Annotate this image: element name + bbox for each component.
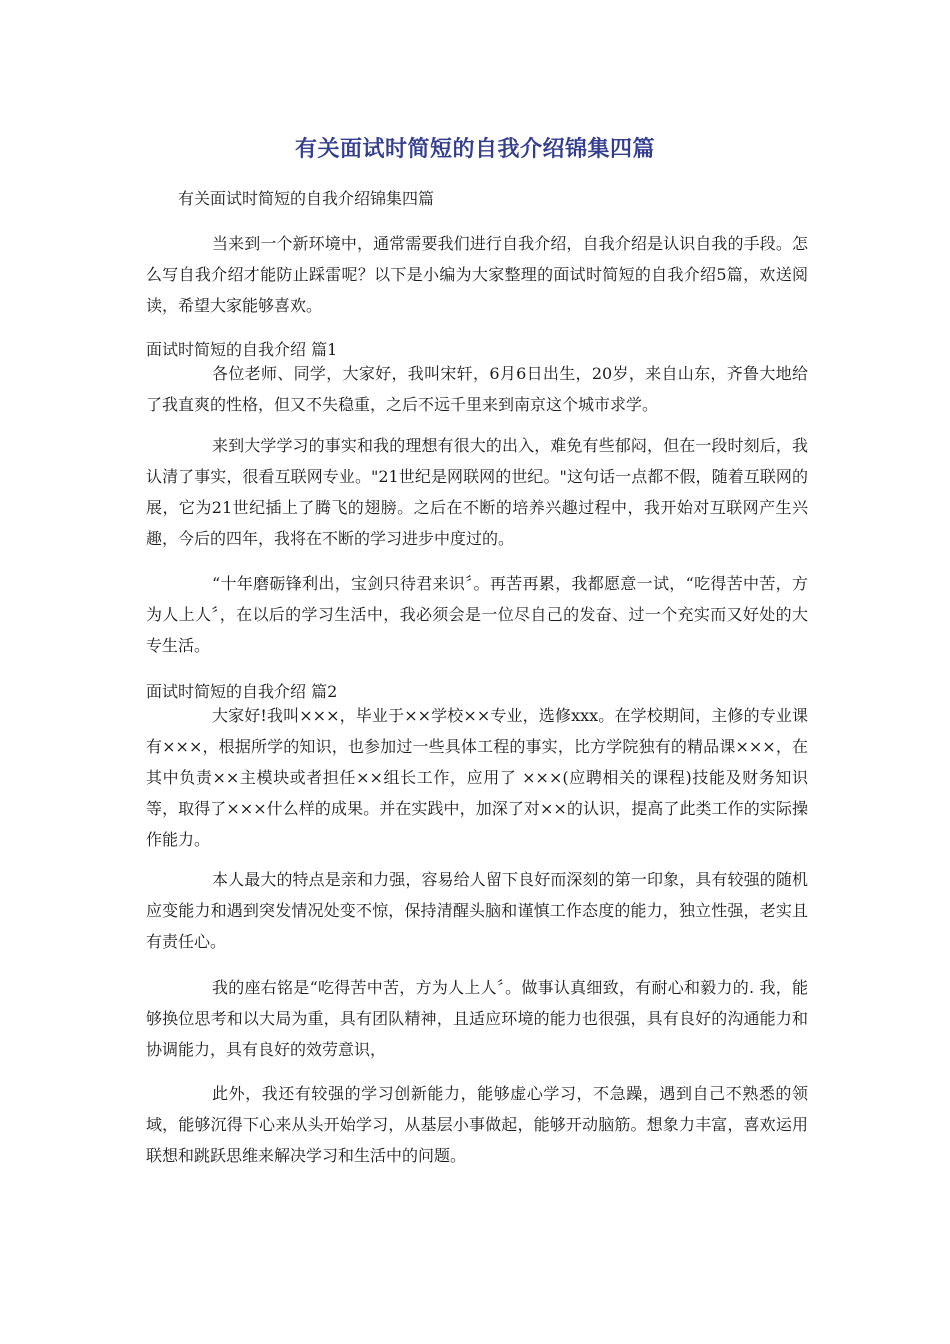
section-1-paragraph-3 [146, 568, 808, 661]
document-subtitle: 有关面试时简短的自我介绍锦集四篇 [178, 189, 435, 208]
paragraph: 此外，我还有较强的学习创新能力，能够虚心学习，不急躁，遇到自己不熟悉的领域，能够沉得下心来从头开始学习，从基层小事做起，能够开动脑筋。想象力丰富，喜欢运用联想和跳跃思维来解决学习和生活中的问题。 [146, 1084, 808, 1165]
intro-paragraph: 当来到一个新环境中，通常需要我们进行自我介绍，自我介绍是认识自我的手段。怎么写自我介绍才能防止踩雷呢？以下是小编为大家整理的面试时简短的自我介绍5篇，欢送阅读，希望大家能够喜欢。 [146, 234, 808, 315]
paragraph: 各位老师、同学，大家好，我叫宋轩，6月6日出生，20岁，来自山东，齐鲁大地给了我直爽的性格，但又不失稳重，之后不远千里来到南京这个城市求学。 [146, 364, 808, 414]
section-heading: 面试时简短的自我介绍 篇1 [146, 340, 338, 359]
section-1-paragraph-2 [146, 430, 808, 554]
paragraph: 本人最大的特点是亲和力强，容易给人留下良好而深刻的第一印象，具有较强的随机应变能力和遇到突发情况处变不惊，保持清醒头脑和谨慎工作态度的能力，独立性强，老实且有责任心。 [146, 870, 808, 951]
intro-block [146, 228, 808, 321]
paragraph: 我的座右铭是“吃得苦中苦，方为人上人〞。做事认真细致，有耐心和毅力的. 我，能够换位思考和以大局为重，具有团队精神，且适应环境的能力也很强，具有良好的沟通能力和协调能力，具有良好的效劳意识， [146, 978, 808, 1059]
section-2-paragraph-3 [146, 972, 808, 1065]
paragraph: 大家好!我叫×××，毕业于××学校××专业，选修xxx。在学校期间，主修的专业课有×××，根据所学的知识，也参加过一些具体工程的事实，比方学院独有的精品课×××，在其中负责××主模块或者担任××组长工作，应用了 ×××(应聘相关的课程)技能及财务知识等，取得了×××什么样的成果。并在实践中，加深了对××的认识，提高了此类工作的实际操作能力。 [146, 706, 808, 849]
paragraph: 来到大学学习的事实和我的理想有很大的出入，难免有些郁闷，但在一段时刻后，我认清了事实，很看互联网专业。"21世纪是网联网的世纪。"这句话一点都不假，随着互联网的展，它为21世纪插上了腾飞的翅膀。之后在不断的培养兴趣过程中，我开始对互联网产生兴趣，今后的四年，我将在不断的学习进步中度过的。 [146, 436, 808, 548]
section-1 [146, 338, 808, 420]
paragraph: “十年磨砺锋利出，宝剑只待君来识〞。再苦再累，我都愿意一试，“吃得苦中苦，方为人上人〞，在以后的学习生活中，我必须会是一位尽自己的发奋、过一个充实而又好处的大专生活。 [146, 574, 808, 655]
section-2-paragraph-2 [146, 864, 808, 957]
section-heading: 面试时简短的自我介绍 篇2 [146, 682, 338, 701]
document-title: 有关面试时简短的自我介绍锦集四篇 [294, 137, 655, 162]
section-2 [146, 680, 808, 855]
section-2-paragraph-4 [146, 1078, 808, 1171]
